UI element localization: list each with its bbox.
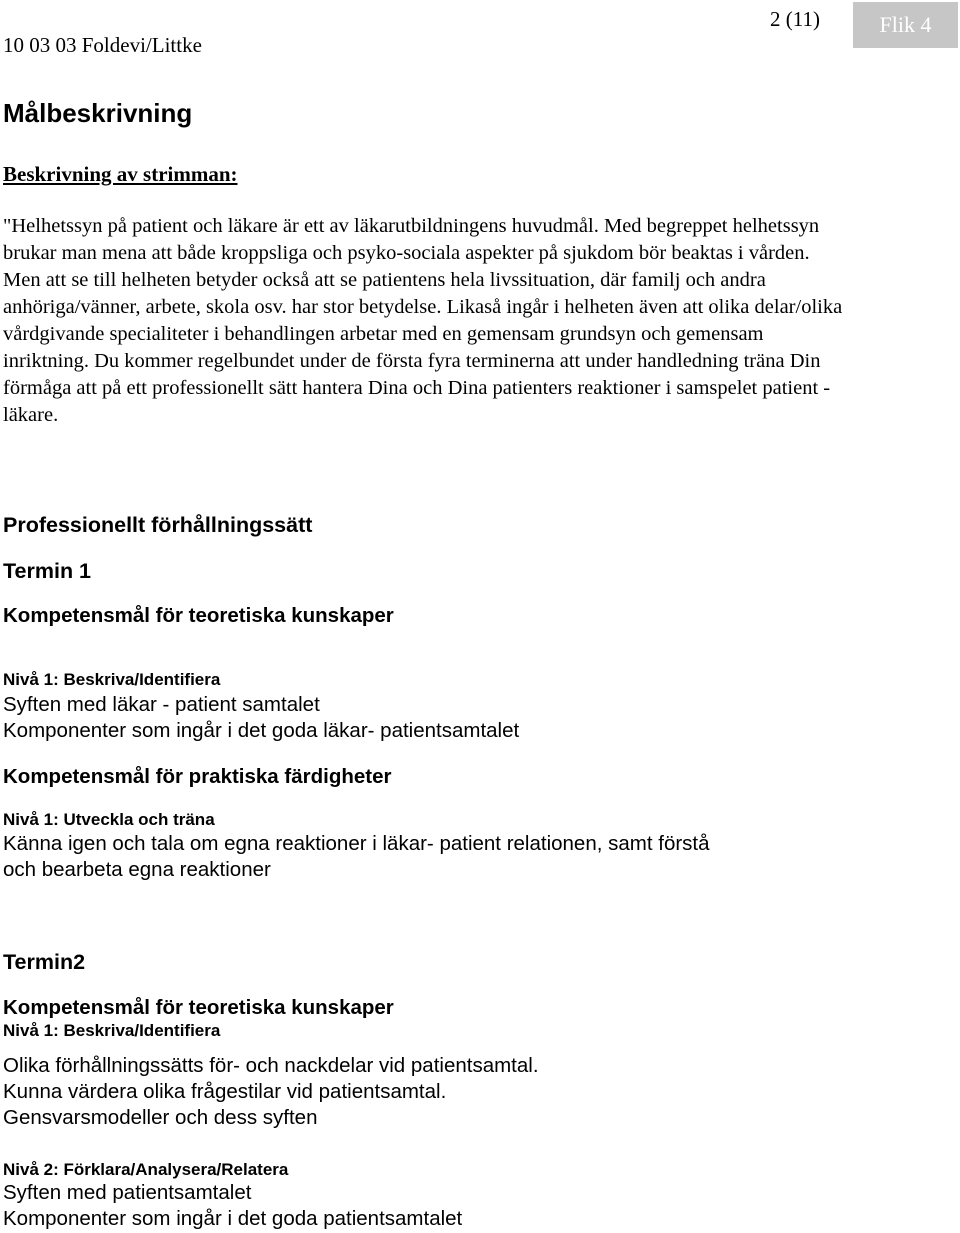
termin1-theory-level: Nivå 1: Beskriva/Identifiera [3, 670, 221, 689]
page-title: Målbeskrivning [3, 98, 193, 128]
termin2-level1-item: Olika förhållningssätts för- och nackdelar vid patientsamtal. [3, 1054, 539, 1077]
termin2-level2-item: Syften med patientsamtalet [3, 1181, 252, 1204]
tab-label: Flik 4 [853, 2, 958, 48]
termin1-theory-item: Syften med läkar - patient samtalet [3, 693, 320, 716]
termin1-practical-item: Känna igen och tala om egna reaktioner i läkar- patient relationen, samt förstå [3, 832, 710, 855]
section-title: Professionellt förhållningssätt [3, 513, 313, 537]
termin1-practical-level: Nivå 1: Utveckla och träna [3, 810, 215, 829]
termin2-level1: Nivå 1: Beskriva/Identifiera [3, 1021, 221, 1040]
termin1-title: Termin 1 [3, 559, 92, 583]
termin2-level2: Nivå 2: Förklara/Analysera/Relatera [3, 1160, 289, 1179]
termin2-level2-item: Komponenter som ingår i det goda patientsamtalet [3, 1207, 463, 1230]
termin2-level1-item: Kunna värdera olika frågestilar vid patientsamtal. [3, 1080, 447, 1103]
termin2-title: Termin2 [3, 950, 86, 974]
page-number: 2 (11) [770, 7, 820, 31]
description-body: "Helhetssyn på patient och läkare är ett av läkarutbildningens huvudmål. Med begreppet helhetssyn brukar man mena att både kroppsliga och psyko-sociala aspekter på sjukdom bör beaktas i vården. Men att se till helheten betyder också att se patientens hela livssituation, där familj och andra anhöriga/vänner, arbete, skola osv. har stor betydelse. Likaså ingår i helheten även att olika delar/olika vårdgivande specialiteter i behandlingen arbetar med en gemensam grundsyn och gemensam inriktning. Du kommer regelbundet under de första fyra terminerna att under handledning träna Din förmåga att på ett professionellt sätt hantera Dina och Dina patienters reaktioner i samspelet patient - läkare. [3, 215, 843, 426]
termin2-level1-item: Gensvarsmodeller och dess syften [3, 1106, 318, 1129]
termin2-theory-heading: Kompetensmål för teoretiska kunskaper [3, 996, 394, 1019]
termin1-practical-item: och bearbeta egna reaktioner [3, 858, 271, 881]
document-id: 10 03 03 Foldevi/Littke [3, 33, 202, 57]
termin1-theory-heading: Kompetensmål för teoretiska kunskaper [3, 604, 394, 627]
termin1-practical-heading: Kompetensmål för praktiska färdigheter [3, 765, 392, 788]
description-heading: Beskrivning av strimman: [3, 162, 238, 186]
termin1-theory-item: Komponenter som ingår i det goda läkar- patientsamtalet [3, 719, 520, 742]
